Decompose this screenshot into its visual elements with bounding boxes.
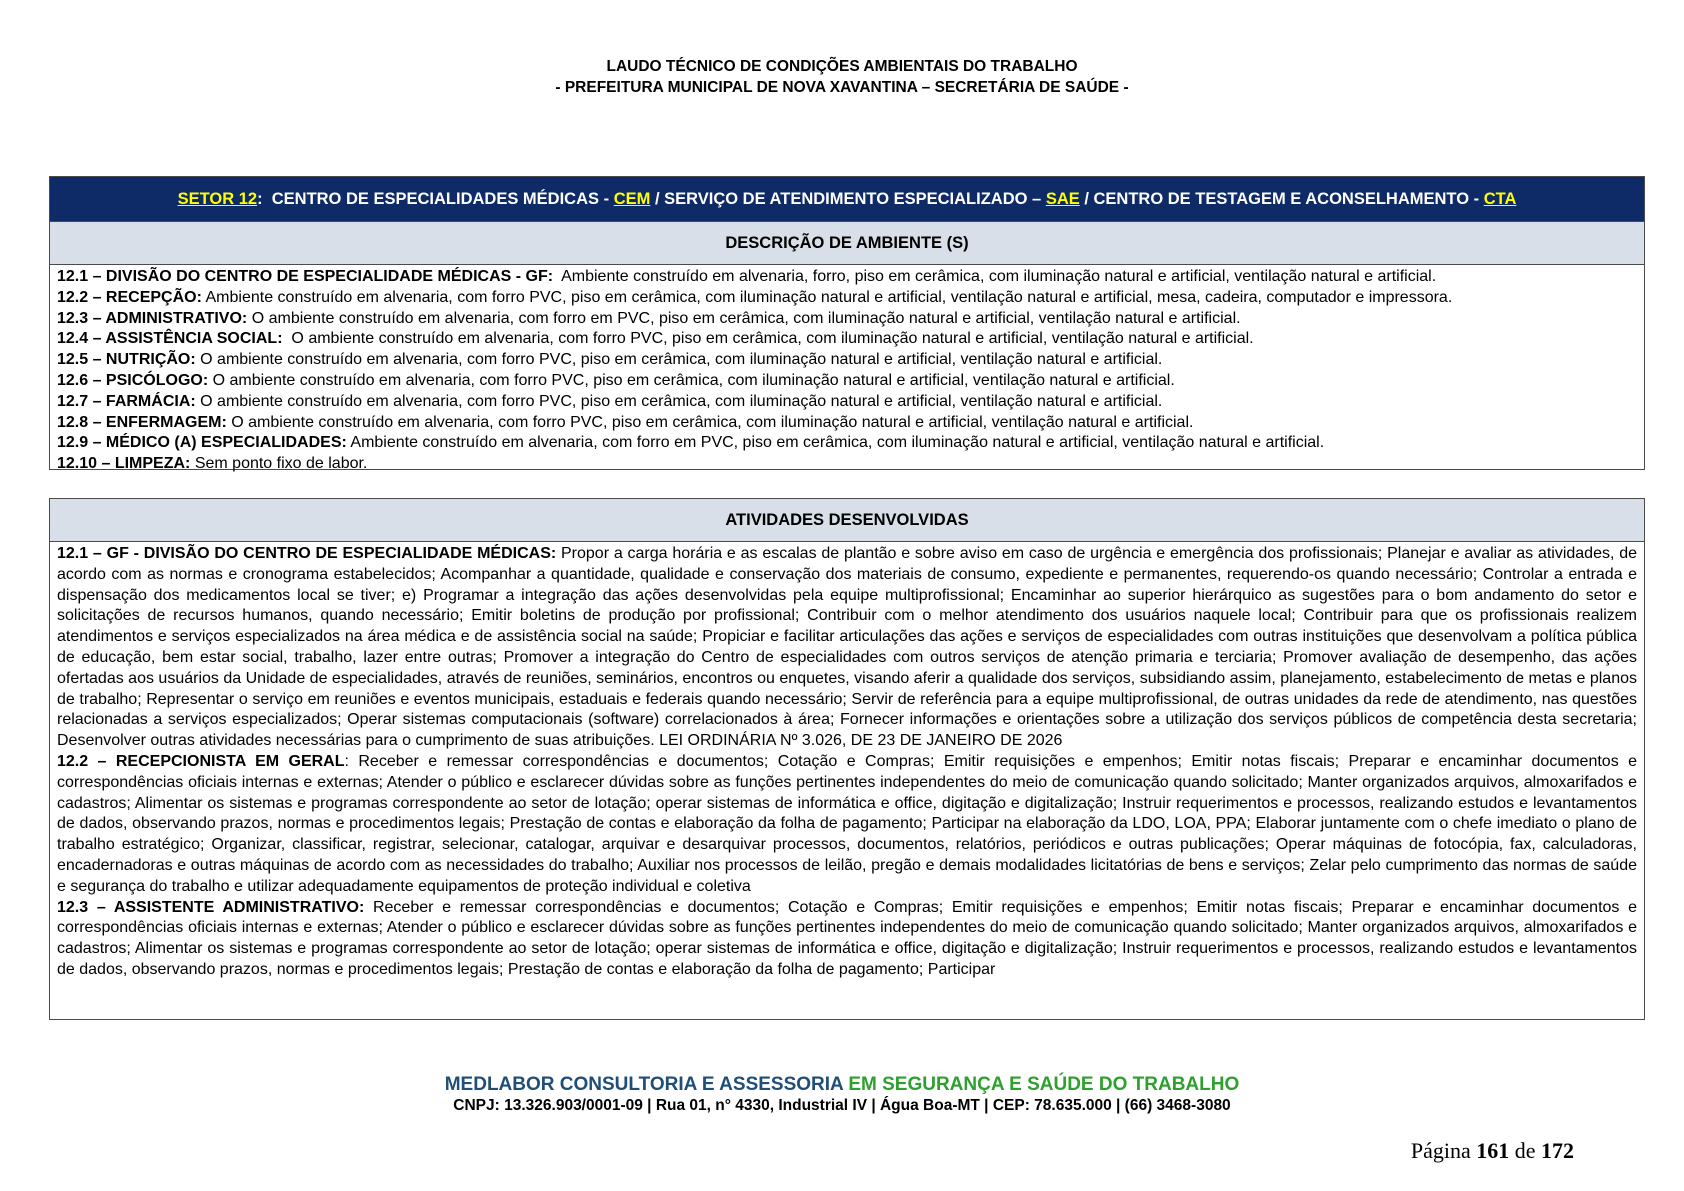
document-title: LAUDO TÉCNICO DE CONDIÇÕES AMBIENTAIS DO TRABALHO — [606, 58, 1078, 75]
page-current: 161 — [1476, 1138, 1510, 1163]
atividade-item-label: 12.3 – ASSISTENTE ADMINISTRATIVO: — [57, 898, 365, 916]
atividade-item — [57, 544, 1637, 752]
descricao-item — [57, 413, 1637, 434]
sector-sep-3: / CENTRO DE TESTAGEM E ACONSELHAMENTO - — [1079, 190, 1484, 208]
page-total: 172 — [1541, 1138, 1574, 1163]
footer-company-name: MEDLABOR CONSULTORIA E ASSESSORIA — [444, 1074, 844, 1095]
descricao-item — [57, 454, 1637, 475]
descricao-item-label: 12.2 – RECEPÇÃO: — [57, 288, 202, 306]
descricao-item-text: Ambiente construído em alvenaria, com forro PVC, piso em cerâmica, com iluminação natural e artificial, ventilação natural e artificial, mesa, cadeira, computador e impressora. — [201, 288, 1453, 306]
descricao-item — [57, 267, 1637, 288]
document-header — [0, 56, 1684, 98]
descricao-item — [57, 433, 1637, 454]
sector-header — [50, 177, 1644, 222]
descricao-item-label: 12.8 – ENFERMAGEM: — [57, 413, 227, 431]
atividades-title: ATIVIDADES DESENVOLVIDAS — [50, 499, 1644, 542]
descricao-item — [57, 288, 1637, 309]
sector-sep-1: : CENTRO DE ESPECIALIDADES MÉDICAS - — [257, 190, 614, 208]
descricao-item-text: Sem ponto fixo de labor. — [190, 455, 368, 473]
descricao-item — [57, 371, 1637, 392]
page-middle: de — [1509, 1138, 1541, 1163]
sector-label: SETOR 12 — [177, 190, 258, 208]
atividades-table — [49, 498, 1645, 1020]
atividade-item-label: 12.2 – RECEPCIONISTA EM GERAL — [57, 752, 345, 770]
descricao-item-label: 12.6 – PSICÓLOGO: — [57, 371, 209, 389]
descricao-item — [57, 392, 1637, 413]
descricao-item-text: Ambiente construído em alvenaria, forro, piso em cerâmica, com iluminação natural e artificial, ventilação natural e artificial. — [553, 268, 1437, 285]
descricao-item-text: O ambiente construído em alvenaria, com forro PVC, piso em cerâmica, com iluminação natural e artificial, ventilação natural e artificial. — [195, 392, 1163, 410]
descricao-item-label: 12.5 – NUTRIÇÃO: — [57, 351, 196, 369]
descricao-list — [50, 265, 1644, 475]
atividade-item-text: : Receber e remessar correspondências e documentos; Cotação e Compras; Emitir requisições e empenhos; Emitir notas fiscais; Preparar e encaminhar documentos e correspondências oficiais internas e externas; Atender o público e esclarecer dúvidas sobre as funções pertinentes independentes do meio de comunicação quando solicitado; Manter organizados arquivos, almoxarifados e cadastros; Alimentar os sistemas e programas correspondente ao setor de lotação; operar sistemas de informática e office, digitação e digitalização; Instruir requerimentos e processos, realizando estudos e levantamentos de dados, observando prazos, normas e procedimentos legais; Prestação de contas e elaboração da folha de pagamento; Participar na elaboração da LDO, LOA, PPA; Elaborar juntamente com o chefe imediato o plano de trabalho estratégico; Organizar, classificar, registrar, selecionar, catalogar, arquivar e desarquivar processos, documentos, relatórios, periódicos e outras publicações; Operar máquinas de fotocópia, fax, calculadoras, encadernadoras e outras máquinas de acordo com as necessidades do trabalho; Auxiliar nos processos de leilão, pregão e demais modalidades licitatórias de bens e serviços; Zelar pelo cumprimento das normas de saúde e segurança do trabalho e utilizar adequadamente equipamentos de proteção individual e coletiva — [57, 752, 1638, 895]
atividade-item — [57, 752, 1637, 898]
descricao-table — [49, 176, 1645, 473]
page-number — [1411, 1138, 1574, 1164]
footer-contact-info: CNPJ: 13.326.903/0001-09 | Rua 01, n° 4330, Industrial IV | Água Boa-MT | CEP: 78.635.000 | (66) 3468-3080 — [453, 1097, 1231, 1114]
footer-company-tagline: EM SEGURANÇA E SAÚDE DO TRABALHO — [843, 1074, 1240, 1095]
atividade-item-text: Propor a carga horária e as escalas de plantão e sobre aviso em caso de urgência e emergência dos profissionais; Planejar e avaliar as atividades, de acordo com as normas e cronograma estabelecidos; Acompanhar a quantidade, qualidade e conservação dos materiais de consumo, expediente e permanentes, requerendo-os quando necessário; Controlar a entrada e dispensação dos medicamentos local se tiver; e) Programar a integração das ações desenvolvidas pela equipe multiprofissional; Encaminhar ao superior hierárquico as sugestões para o bom andamento do setor e solicitações de recursos humanos, quando necessário; Emitir boletins de produção por profissional; Contribuir com o melhor atendimento dos usuários naquele local; Contribuir para que os profissionais realizem atendimentos e serviços especializados na área médica e de assistência social na saúde; Propiciar e facilitar articulações das ações e serviços de especialidades com outras instituições que desenvolvam a política pública de educação, bem estar social, trabalho, lazer entre outras; Promover a integração do Centro de especialidades com outros serviços de atenção primaria e terciaria; Promover avaliação de desempenho, das ações ofertadas aos usuários da Unidade de especialidades, através de reuniões, seminários, encontros ou enquetes, visando aferir a qualidade dos serviços, subsidiando assim, planejamento, estabelecimento de metas e planos de trabalho; Representar o serviço em reuniões e eventos municipais, estaduais e federais quando necessário; Servir de referência para a equipe multiprofissional, de outras unidades da rede de atendimento, nas questões relacionadas a serviços especializados; Operar sistemas computacionais (software) correlacionados à área; Fornecer informações e orientações sobre a utilização dos serviços públicos de competência desta secretaria; Desenvolver outras atividades necessárias para o cumprimento de suas atribuições. LEI ORDINÁRIA Nº 3.026, DE 23 DE JANEIRO DE 2026 — [57, 545, 1637, 750]
descricao-item-label: 12.7 – FARMÁCIA: — [57, 392, 196, 410]
sector-cem: CEM — [613, 190, 651, 208]
descricao-item-label: 12.9 – MÉDICO (A) ESPECIALIDADES: — [57, 434, 347, 452]
sector-sep-2: / SERVIÇO DE ATENDIMENTO ESPECIALIZADO – — [650, 190, 1046, 208]
sector-cta: CTA — [1483, 190, 1517, 208]
page-prefix: Página — [1410, 1138, 1477, 1163]
descricao-title: DESCRIÇÃO DE AMBIENTE (S) — [50, 222, 1644, 265]
atividade-item-label: 12.1 – GF - DIVISÃO DO CENTRO DE ESPECIALIDADE MÉDICAS: — [57, 545, 557, 562]
atividade-item — [57, 898, 1637, 981]
sector-sae: SAE — [1045, 190, 1080, 208]
descricao-item-label: 12.4 – ASSISTÊNCIA SOCIAL: — [57, 330, 283, 348]
footer-company — [0, 1073, 1684, 1097]
descricao-item-text: Ambiente construído em alvenaria, com forro em PVC, piso em cerâmica, com iluminação natural e artificial, ventilação natural e artificial. — [346, 434, 1325, 452]
descricao-item — [57, 329, 1637, 350]
descricao-item-text: O ambiente construído em alvenaria, com forro PVC, piso em cerâmica, com iluminação natural e artificial, ventilação natural e artificial. — [282, 330, 1254, 348]
descricao-item-text: O ambiente construído em alvenaria, com forro PVC, piso em cerâmica, com iluminação natural e artificial, ventilação natural e artificial. — [208, 371, 1175, 389]
atividades-body — [50, 542, 1644, 981]
descricao-item-text: O ambiente construído em alvenaria, com forro PVC, piso em cerâmica, com iluminação natural e artificial, ventilação natural e artificial. — [226, 413, 1194, 431]
atividade-item-text: Receber e remessar correspondências e documentos; Cotação e Compras; Emitir requisições e empenhos; Emitir notas fiscais; Preparar e encaminhar documentos e correspondências oficiais internas e externas; Atender o público e esclarecer dúvidas sobre as funções pertinentes independentes do meio de comunicação quando solicitado; Manter organizados arquivos, almoxarifados e cadastros; Alimentar os sistemas e programas correspondente ao setor de lotação; operar sistemas de informática e office, digitação e digitalização; Instruir requerimentos e processos, realizando estudos e levantamentos de dados, observando prazos, normas e procedimentos legais; Prestação de contas e elaboração da folha de pagamento; Participar — [57, 898, 1638, 978]
descricao-item-label: 12.10 – LIMPEZA: — [57, 455, 191, 473]
descricao-item-label: 12.3 – ADMINISTRATIVO: — [57, 309, 248, 327]
descricao-item-label: 12.1 – DIVISÃO DO CENTRO DE ESPECIALIDADE MÉDICAS - GF: — [57, 268, 554, 285]
descricao-item-text: O ambiente construído em alvenaria, com forro em PVC, piso em cerâmica, com iluminação natural e artificial, ventilação natural e artificial. — [247, 309, 1241, 327]
descricao-item — [57, 309, 1637, 330]
document-subtitle: - PREFEITURA MUNICIPAL DE NOVA XAVANTINA – SECRETÁRIA DE SAÚDE - — [555, 79, 1129, 96]
descricao-item-text: O ambiente construído em alvenaria, com forro PVC, piso em cerâmica, com iluminação natural e artificial, ventilação natural e artificial. — [195, 351, 1163, 369]
descricao-item — [57, 350, 1637, 371]
